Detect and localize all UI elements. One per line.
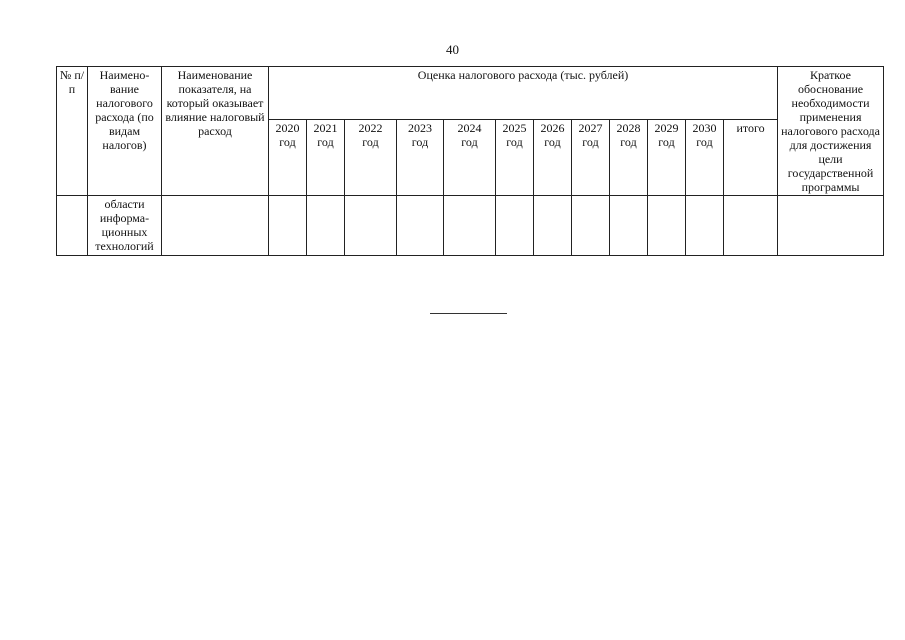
year-header-2021: 2021 год	[307, 120, 345, 196]
value-cell-2026	[534, 196, 572, 256]
value-cell-2030	[686, 196, 724, 256]
row-justification-cell	[778, 196, 884, 256]
year-header-2030: 2030 год	[686, 120, 724, 196]
year-header-2023: 2023 год	[397, 120, 444, 196]
header-justification: Краткое обоснование необходимости применения налогового расхода для достижения цели государственной программы	[778, 67, 884, 196]
year-header-2026: 2026 год	[534, 120, 572, 196]
tax-expense-table	[56, 66, 884, 256]
value-cell-2025	[496, 196, 534, 256]
page-number: 40	[446, 42, 459, 57]
year-header-2025: 2025 год	[496, 120, 534, 196]
value-cell-total	[724, 196, 778, 256]
value-cell-2020	[269, 196, 307, 256]
section-divider-line	[430, 313, 507, 314]
row-indicator-cell	[162, 196, 269, 256]
value-cell-2022	[345, 196, 397, 256]
row-num-cell	[57, 196, 88, 256]
value-cell-2024	[444, 196, 496, 256]
value-cell-2023	[397, 196, 444, 256]
row-expense-name-cell: области информа-ционных технологий	[88, 196, 162, 256]
value-cell-2028	[610, 196, 648, 256]
year-header-2024: 2024 год	[444, 120, 496, 196]
header-expense-name: Наимено-вание налогового расхода (по видам налогов)	[88, 67, 162, 196]
year-header-2020: 2020 год	[269, 120, 307, 196]
total-header: итого	[724, 120, 778, 196]
table-row	[57, 196, 884, 256]
value-cell-2021	[307, 196, 345, 256]
year-header-2028: 2028 год	[610, 120, 648, 196]
year-header-2027: 2027 год	[572, 120, 610, 196]
header-estimate: Оценка налогового расхода (тыс. рублей)	[269, 67, 778, 120]
header-indicator-name: Наименование показателя, на который оказывает влияние налоговый расход	[162, 67, 269, 196]
header-num: № п/п	[57, 67, 88, 196]
value-cell-2029	[648, 196, 686, 256]
year-header-2022: 2022 год	[345, 120, 397, 196]
year-header-2029: 2029 год	[648, 120, 686, 196]
value-cell-2027	[572, 196, 610, 256]
